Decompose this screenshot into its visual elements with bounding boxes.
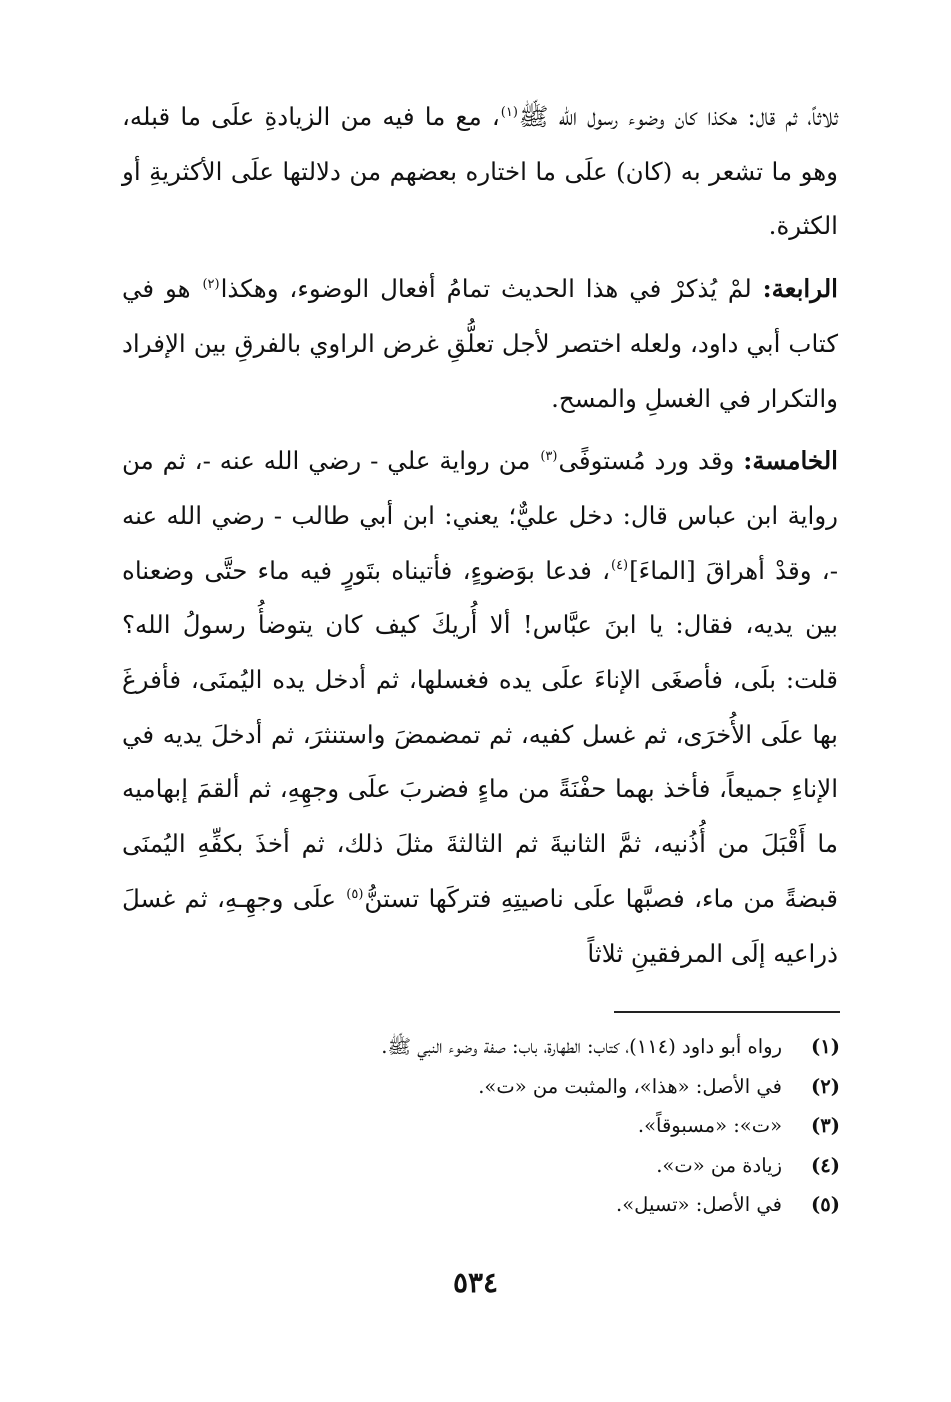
footnote-text: في الأصل: «هذا»، والمثبت من «ت». (478, 1074, 782, 1098)
footnote-text: في الأصل: «تسيل». (616, 1193, 782, 1216)
paragraph-1 (122, 90, 838, 254)
footnote-ref-1: (١) (500, 104, 518, 120)
footnote-number: (٥) (811, 1193, 840, 1216)
paragraph-1-text-b: ، مع ما فيه من الزيادةِ علَى ما قبله، وهو ما تشعر به (كان) علَى ما اختاره بعضهم من دلالتها علَى الأكثريةِ أو الكثرة. (122, 102, 838, 241)
footnote-separator (614, 1011, 840, 1013)
footnote-2 (140, 1067, 840, 1107)
paragraph-3 (122, 434, 838, 981)
paragraph-2-text-a: لمْ يُذكرْ في هذا الحديث تمامُ أفعال الوضوء، وهكذا (220, 274, 763, 304)
footnote-text: «ت»: «مسبوقاً». (637, 1114, 782, 1137)
paragraph-3-heading: الخامسة: (743, 446, 838, 476)
footnotes-section (140, 1027, 840, 1225)
paragraph-3-text-d: علَى وجهِـهِ، ثم غسلَ ذراعيه إلَى المرفقينِ ثلاثاً (122, 883, 838, 968)
footnote-number: (٢) (811, 1074, 840, 1098)
footnote-number: (٣) (811, 1114, 840, 1137)
paragraph-3-text-a: وقد ورد مُستوفًى (558, 446, 744, 476)
footnote-number: (١) (811, 1035, 840, 1058)
footnote-5 (140, 1185, 840, 1225)
main-text-block (122, 90, 838, 989)
footnote-number: (٤) (811, 1153, 840, 1177)
footnote-3 (140, 1106, 840, 1146)
footnote-text: رواه أبو داود (١١٤)، كتاب: الطهارة، باب: صفة وضوء النبي ﷺ. (381, 1035, 782, 1058)
footnote-text: زيادة من «ت». (656, 1153, 782, 1177)
paragraph-2-text-b: هو في كتاب أبي داود، ولعله اختصر لأجل تعلُّقِ غرض الراوي بالفرقِ بين الإفراد والتكرار في الغسلِ والمسح. (122, 274, 838, 413)
paragraph-3-text-c: ، فدعا بوَضوءٍ، فأتيناه بتَورٍ فيه ماء حتَّى وضعناه بين يديه، فقال: يا ابنَ عبَّاس! ألا أُريكَ كيف كان يتوضأُ رسولُ الله؟ قلت: بلَى، فأصغَى الإناءَ علَى يده فغسلها، ثم أدخل يده اليُمنَى، فأفرغَ بها علَى الأُخرَى، ثم غسل كفيه، ثم تمضمضَ واستنثرَ، ثم أدخلَ يديه في الإناءِ جميعاً، فأخذ بهما حفْنَةً من ماءٍ فضربَ علَى وجهِهِ، ثم ألقمَ إبهاميه ما أَقْبَلَ من أُذُنيه، ثمَّ الثانيةَ ثم الثالثةَ مثلَ ذلك، ثم أخذَ بكفِّهِ اليُمنَى قبضةً من ماء، فصبَّها علَى ناصيتِهِ فتركَها تستنُّ (122, 555, 838, 913)
footnote-ref-5: (٥) (346, 886, 364, 902)
footnote-ref-4: (٤) (610, 558, 629, 574)
paragraph-2 (122, 262, 838, 426)
paragraph-3-text-b: من رواية علي - رضي الله عنه -، ثم من رواية ابن عباس قال: دخل عليٌّ؛ يعني: ابن أبي طالب - رضي الله عنه -، وقدْ أهراقَ [الماءَ] (122, 446, 838, 585)
paragraph-1-text-a: ثلاثاً، ثم قال: هكذا كان وضوء رسول الله ﷺ (518, 102, 838, 131)
footnote-1 (140, 1027, 840, 1067)
footnote-ref-3: (٣) (540, 449, 558, 465)
page-number: ٥٣٤ (452, 1266, 499, 1299)
footnote-ref-2: (٢) (202, 276, 220, 292)
paragraph-2-heading: الرابعة: (762, 274, 838, 304)
footnote-4 (140, 1146, 840, 1186)
